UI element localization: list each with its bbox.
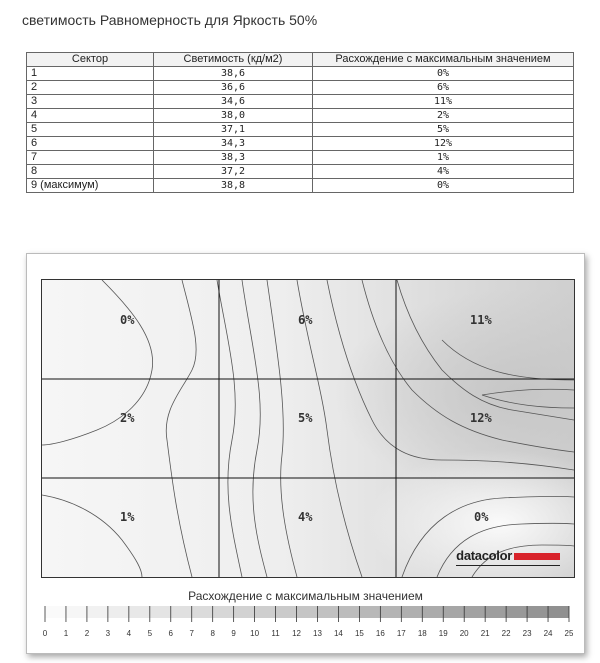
scale-tick-label: 8 <box>210 629 215 638</box>
contour-plot <box>41 279 575 578</box>
scale-tick-label: 19 <box>438 629 448 638</box>
scale-swatch <box>276 606 297 618</box>
cell-deviation: 6% <box>313 81 574 95</box>
cell-deviation: 1% <box>313 151 574 165</box>
cell-deviation: 4% <box>313 165 574 179</box>
cell-luminance: 38,3 <box>154 151 313 165</box>
table-row <box>27 67 574 81</box>
cell-sector: 2 <box>27 81 154 95</box>
scale-tick-label: 9 <box>231 629 236 638</box>
sector-label: 1% <box>120 510 135 524</box>
scale-swatch <box>401 606 422 618</box>
uniformity-table <box>26 52 574 193</box>
table-row <box>27 137 574 151</box>
logo-red-bar <box>514 553 560 560</box>
cell-sector: 3 <box>27 95 154 109</box>
scale-swatch <box>108 606 129 618</box>
scale-swatch <box>485 606 506 618</box>
scale-tick-label: 17 <box>396 629 406 638</box>
table-row <box>27 123 574 137</box>
cell-sector: 5 <box>27 123 154 137</box>
scale-tick-label: 25 <box>564 629 573 638</box>
scale-tick-label: 14 <box>333 629 343 638</box>
sector-label: 11% <box>470 313 492 327</box>
page-title: светимость Равномерность для Яркость 50% <box>22 12 318 28</box>
scale-tick-label: 13 <box>313 629 322 638</box>
cell-deviation: 12% <box>313 137 574 151</box>
cell-luminance: 38,8 <box>154 179 313 193</box>
scale-swatch <box>87 606 108 618</box>
scale-tick-label: 23 <box>522 629 532 638</box>
cell-sector: 1 <box>27 67 154 81</box>
logo-text: datacolor <box>456 548 512 563</box>
scale-swatch <box>317 606 338 618</box>
table-row <box>27 151 574 165</box>
scale-swatch <box>527 606 548 618</box>
datacolor-logo <box>456 548 560 563</box>
table-row <box>27 179 574 193</box>
cell-luminance: 38,0 <box>154 109 313 123</box>
scale-swatch <box>443 606 464 618</box>
scale-tick-label: 1 <box>63 629 69 638</box>
cell-sector: 8 <box>27 165 154 179</box>
scale-tick-label: 4 <box>126 629 132 638</box>
scale-swatch <box>129 606 150 618</box>
column-header-sector: Сектор <box>27 53 154 67</box>
scale-swatch <box>338 606 359 618</box>
scale-swatch <box>506 606 527 618</box>
table-row <box>27 165 574 179</box>
scale-tick-label: 21 <box>480 629 490 638</box>
scale-swatch <box>213 606 234 618</box>
scale-tick-label: 2 <box>84 629 90 638</box>
scale-swatch <box>464 606 485 618</box>
scale-tick-label: 5 <box>147 629 153 638</box>
scale-tick-label: 16 <box>375 629 385 638</box>
cell-luminance: 34,6 <box>154 95 313 109</box>
cell-sector: 6 <box>27 137 154 151</box>
table-header-row <box>27 53 574 67</box>
column-header-luminance: Светимость (кд/м2) <box>154 53 313 67</box>
cell-luminance: 34,3 <box>154 137 313 151</box>
cell-deviation: 11% <box>313 95 574 109</box>
scale-swatch <box>192 606 213 618</box>
cell-deviation: 2% <box>313 109 574 123</box>
sector-label: 0% <box>120 313 135 327</box>
table-row <box>27 95 574 109</box>
scale-tick-label: 12 <box>292 629 301 638</box>
scale-swatch <box>45 606 66 618</box>
deviation-scale <box>41 606 573 642</box>
cell-deviation: 0% <box>313 67 574 81</box>
scale-swatch <box>66 606 87 618</box>
scale-tick-label: 3 <box>105 629 111 638</box>
cell-sector: 7 <box>27 151 154 165</box>
cell-luminance: 36,6 <box>154 81 313 95</box>
sector-label: 6% <box>298 313 313 327</box>
sector-label: 0% <box>474 510 489 524</box>
scale-swatch <box>255 606 276 618</box>
cell-luminance: 37,1 <box>154 123 313 137</box>
scale-tick-label: 15 <box>354 629 364 638</box>
column-header-deviation: Расхождение с максимальным значением <box>313 53 574 67</box>
scale-tick-label: 6 <box>168 629 173 638</box>
scale-swatch <box>422 606 443 618</box>
scale-tick-label: 11 <box>271 629 280 638</box>
scale-swatch <box>297 606 318 618</box>
scale-title: Расхождение с максимальным значением <box>188 589 423 603</box>
sector-label: 5% <box>298 411 313 425</box>
scale-swatch <box>359 606 380 618</box>
scale-tick-label: 20 <box>459 629 469 638</box>
scale-swatch <box>150 606 171 618</box>
cell-sector: 4 <box>27 109 154 123</box>
cell-deviation: 0% <box>313 179 574 193</box>
table-row <box>27 81 574 95</box>
sector-label: 4% <box>298 510 313 524</box>
table-row <box>27 109 574 123</box>
uniformity-chart-panel <box>26 253 585 654</box>
cell-luminance: 37,2 <box>154 165 313 179</box>
scale-tick-label: 0 <box>42 629 48 638</box>
scale-tick-label: 18 <box>417 629 427 638</box>
scale-swatch <box>171 606 192 618</box>
sector-label: 12% <box>470 411 492 425</box>
sector-label: 2% <box>120 411 135 425</box>
scale-swatch <box>548 606 569 618</box>
scale-swatch <box>380 606 401 618</box>
scale-tick-label: 24 <box>543 629 553 638</box>
scale-tick-label: 7 <box>189 629 194 638</box>
scale-tick-label: 22 <box>501 629 511 638</box>
scale-tick-label: 10 <box>250 629 260 638</box>
cell-luminance: 38,6 <box>154 67 313 81</box>
cell-sector: 9 (максимум) <box>27 179 154 193</box>
scale-swatch <box>234 606 255 618</box>
cell-deviation: 5% <box>313 123 574 137</box>
